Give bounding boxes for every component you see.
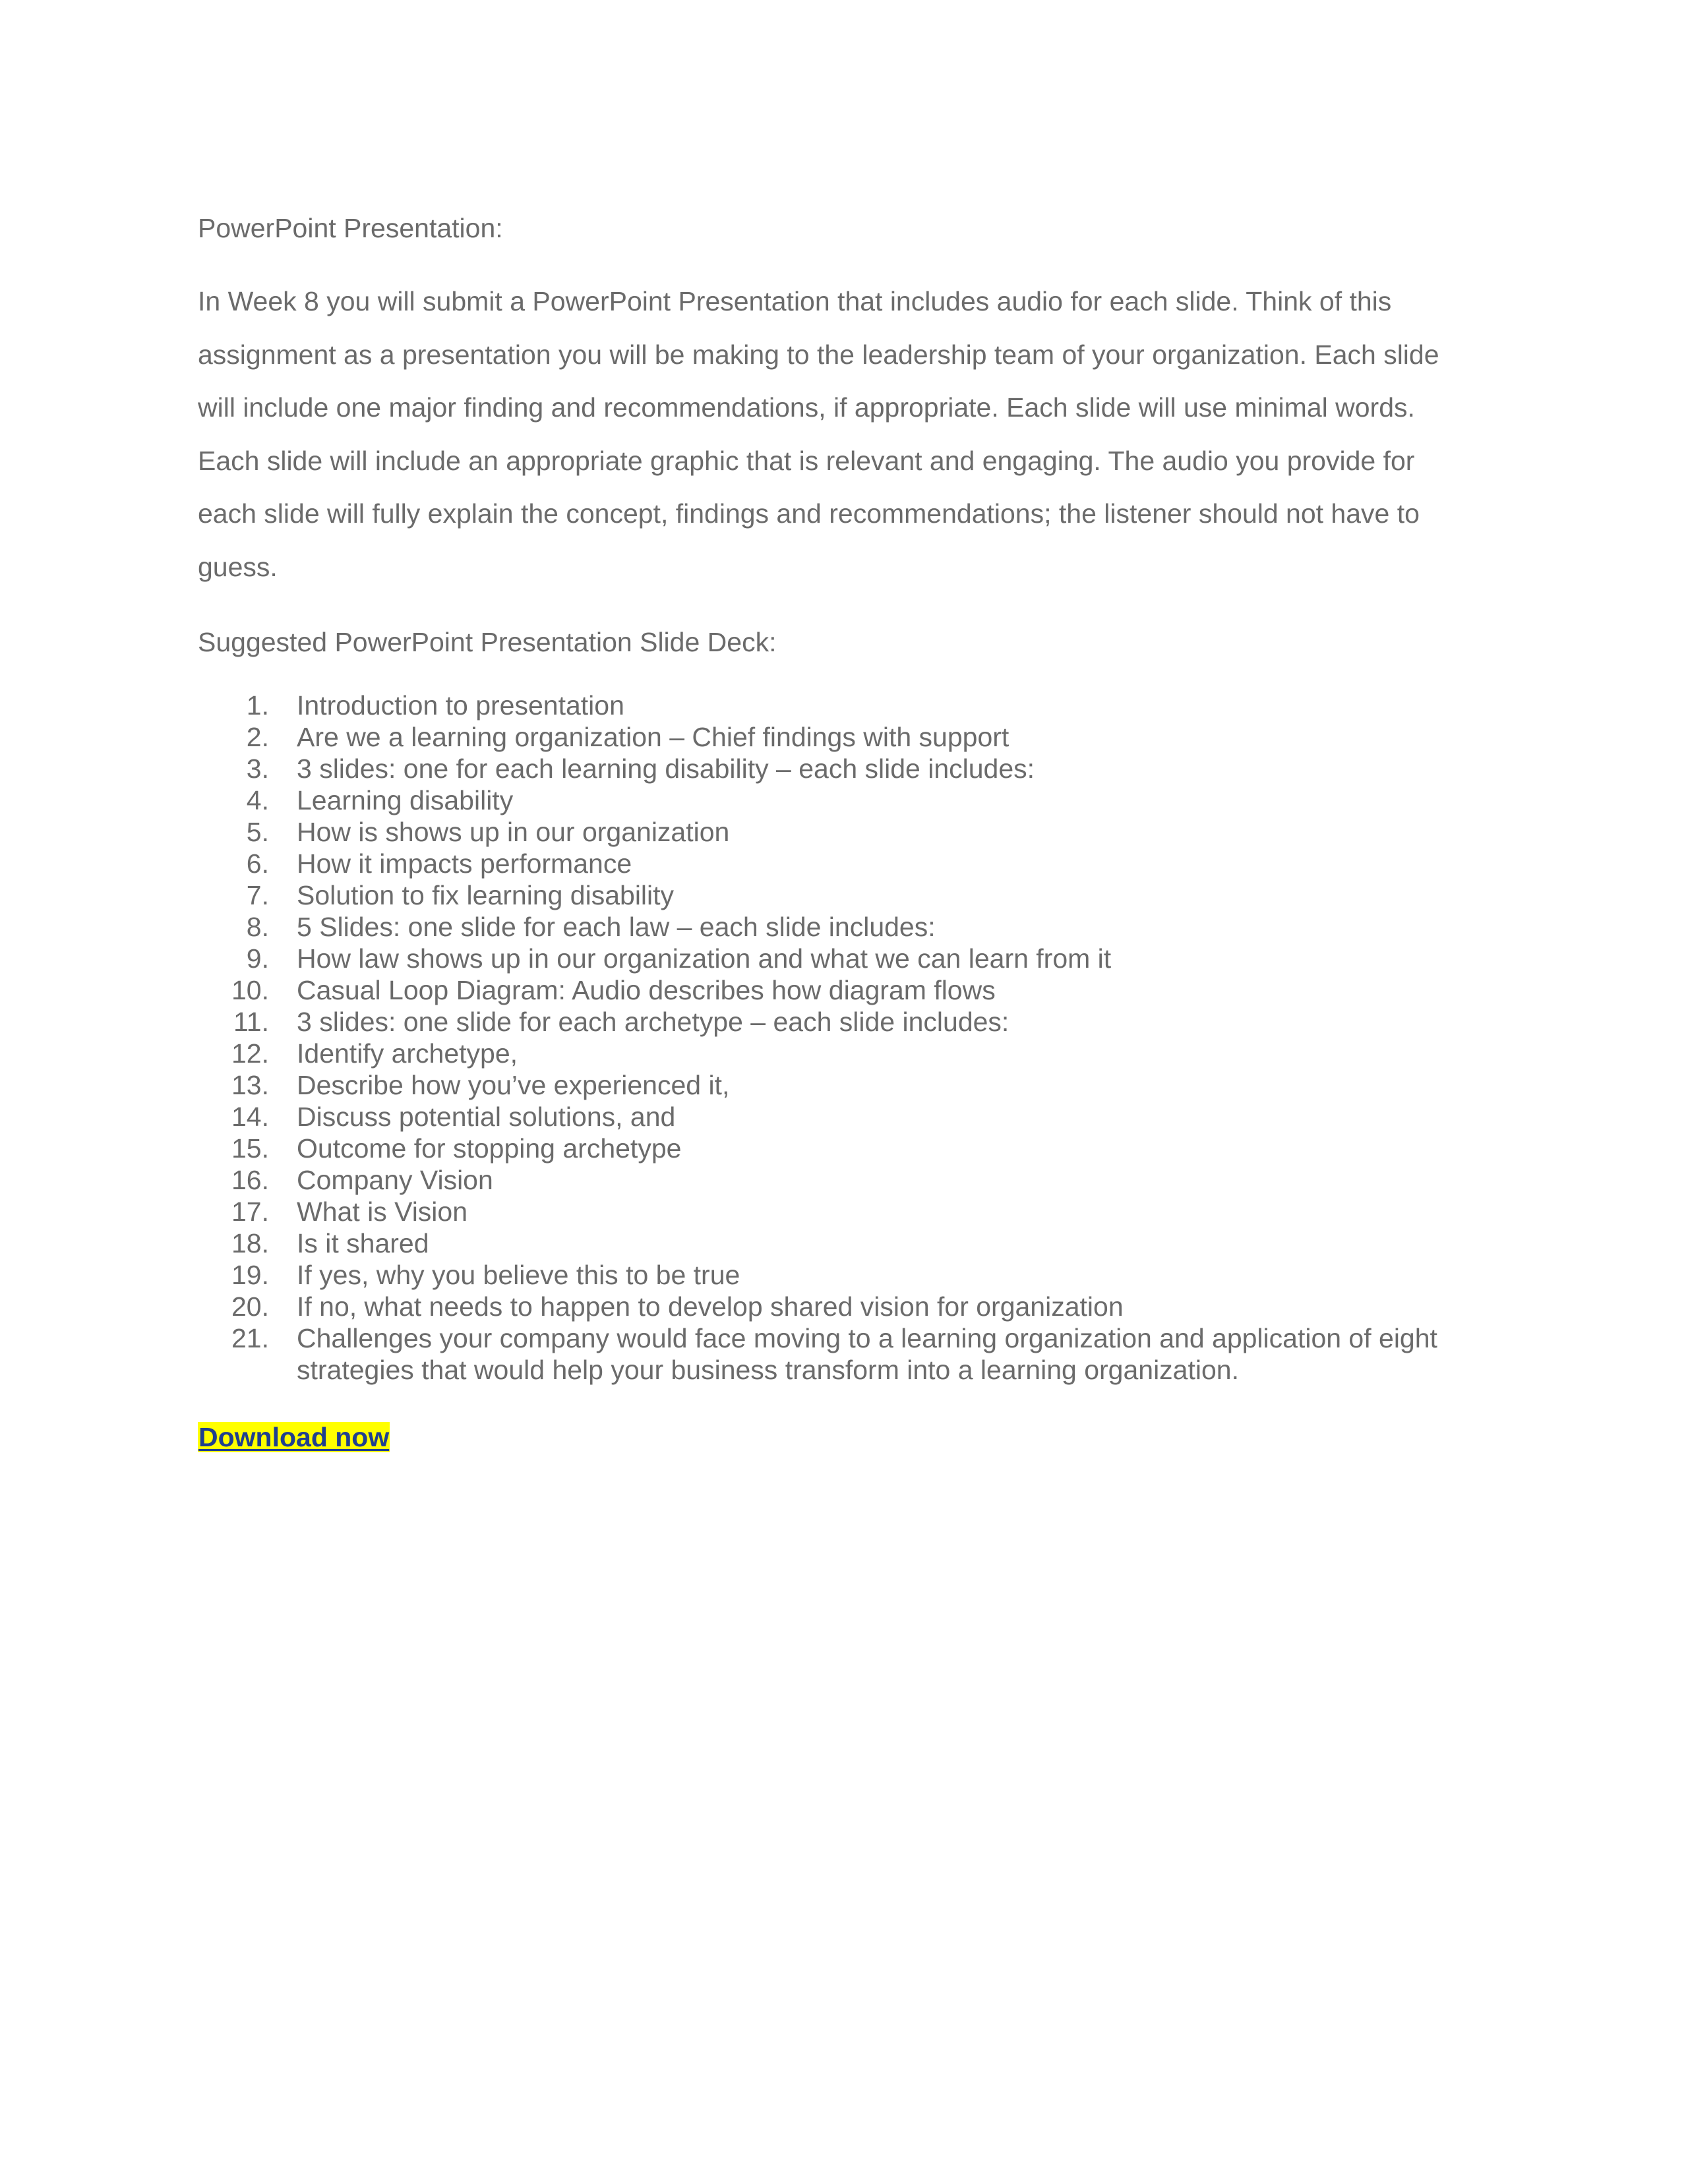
slide-deck-item-number: 18. (231, 1228, 269, 1258)
slide-deck-item (198, 1196, 1490, 1227)
intro-line: Each slide will include an appropriate graphic that is relevant and engaging. The audio you provide for (198, 445, 1415, 476)
intro-line: will include one major finding and recommendations, if appropriate. Each slide will use minimal words. (198, 392, 1415, 423)
slide-deck-item-number: 17. (231, 1196, 269, 1227)
slide-deck-item (198, 1101, 1490, 1133)
slide-deck-item-number: 4. (246, 785, 269, 815)
slide-deck-item-number: 2. (246, 722, 269, 752)
slide-deck-item (198, 1038, 1490, 1069)
slide-deck-item-text: How is shows up in our organization (297, 817, 730, 847)
slide-deck-item-number: 8. (246, 912, 269, 942)
slide-deck-item-number: 3. (246, 753, 269, 784)
slide-deck-item-text: What is Vision (297, 1196, 468, 1227)
slide-deck-item (198, 1133, 1490, 1164)
slide-deck-item-number: 1. (246, 690, 269, 721)
download-container (198, 1421, 1490, 1453)
slide-deck-item (198, 1259, 1490, 1291)
slide-deck-item (198, 1227, 1490, 1259)
slide-deck-item-text: Is it shared (297, 1228, 429, 1258)
slide-deck-item-text: Describe how you’ve experienced it, (297, 1070, 730, 1100)
slide-deck-item-text: Casual Loop Diagram: Audio describes how diagram flows (297, 975, 996, 1005)
slide-deck-item (198, 721, 1490, 753)
slide-deck-item-number: 12. (231, 1038, 269, 1069)
download-now-link[interactable]: Download now (198, 1422, 390, 1452)
slide-deck-item-number: 19. (231, 1260, 269, 1290)
slide-deck-item-text: If yes, why you believe this to be true (297, 1260, 740, 1290)
intro-line: assignment as a presentation you will be making to the leadership team of your organization. Each slide (198, 339, 1439, 370)
document-content (198, 212, 1490, 1453)
slide-deck-item-number: 6. (246, 848, 269, 879)
slide-deck-item-number: 9. (246, 943, 269, 974)
slide-deck-item (198, 1006, 1490, 1038)
slide-deck-item (198, 943, 1490, 974)
slide-deck-title: Suggested PowerPoint Presentation Slide Deck: (198, 627, 777, 657)
slide-deck-item-number: 13. (231, 1070, 269, 1100)
slide-deck-item-number: 10. (231, 975, 269, 1005)
slide-deck-item (198, 879, 1490, 911)
slide-deck-item-text: Introduction to presentation (297, 690, 624, 721)
slide-deck-item (198, 784, 1490, 816)
intro-line: In Week 8 you will submit a PowerPoint Presentation that includes audio for each slide. Think of this (198, 286, 1392, 316)
intro-line: guess. (198, 551, 278, 582)
slide-deck-item (198, 974, 1490, 1006)
slide-deck-item-text: How it impacts performance (297, 848, 632, 879)
slide-deck-item-text: Identify archetype, (297, 1038, 518, 1069)
slide-deck-item (198, 816, 1490, 848)
slide-deck-item-text: Solution to fix learning disability (297, 880, 675, 910)
slide-deck-item-text: Learning disability (297, 785, 514, 815)
slide-deck-item-number: 21. (231, 1323, 269, 1353)
slide-deck-item-text: Are we a learning organization – Chief findings with support (297, 722, 1010, 752)
slide-deck-item-number: 14. (231, 1102, 269, 1132)
slide-deck-item-number: 16. (231, 1165, 269, 1195)
slide-deck-item-text: If no, what needs to happen to develop shared vision for organization (297, 1291, 1124, 1322)
slide-deck-item-number: 11. (233, 1007, 269, 1037)
slide-deck-item-text: 5 Slides: one slide for each law – each slide includes: (297, 912, 936, 942)
slide-deck-item-number: 5. (246, 817, 269, 847)
slide-deck-item (198, 1322, 1490, 1386)
slide-deck-item-text: Challenges your company would face moving to a learning organization and application of eight strategies that would help your business transform into a learning organization. (297, 1323, 1437, 1385)
slide-deck-item-text: How law shows up in our organization and what we can learn from it (297, 943, 1112, 974)
slide-deck-item-text: Company Vision (297, 1165, 493, 1195)
slide-deck-item (198, 1069, 1490, 1101)
slide-deck-item (198, 753, 1490, 784)
slide-deck-list (198, 690, 1490, 1386)
slide-deck-item (198, 1291, 1490, 1322)
slide-deck-item (198, 848, 1490, 879)
slide-deck-item-number: 20. (231, 1291, 269, 1322)
slide-deck-item-number: 7. (246, 880, 269, 910)
document-heading: PowerPoint Presentation: (198, 213, 503, 243)
slide-deck-item (198, 1164, 1490, 1196)
slide-deck-item (198, 690, 1490, 721)
intro-line: each slide will fully explain the concept, findings and recommendations; the listener should not have to (198, 498, 1420, 529)
slide-deck-item-text: 3 slides: one for each learning disability – each slide includes: (297, 753, 1035, 784)
slide-deck-item-text: 3 slides: one slide for each archetype – each slide includes: (297, 1007, 1010, 1037)
slide-deck-item (198, 911, 1490, 943)
slide-deck-item-text: Outcome for stopping archetype (297, 1133, 682, 1164)
slide-deck-item-number: 15. (231, 1133, 269, 1164)
slide-deck-item-text: Discuss potential solutions, and (297, 1102, 676, 1132)
intro-paragraph (198, 275, 1490, 593)
